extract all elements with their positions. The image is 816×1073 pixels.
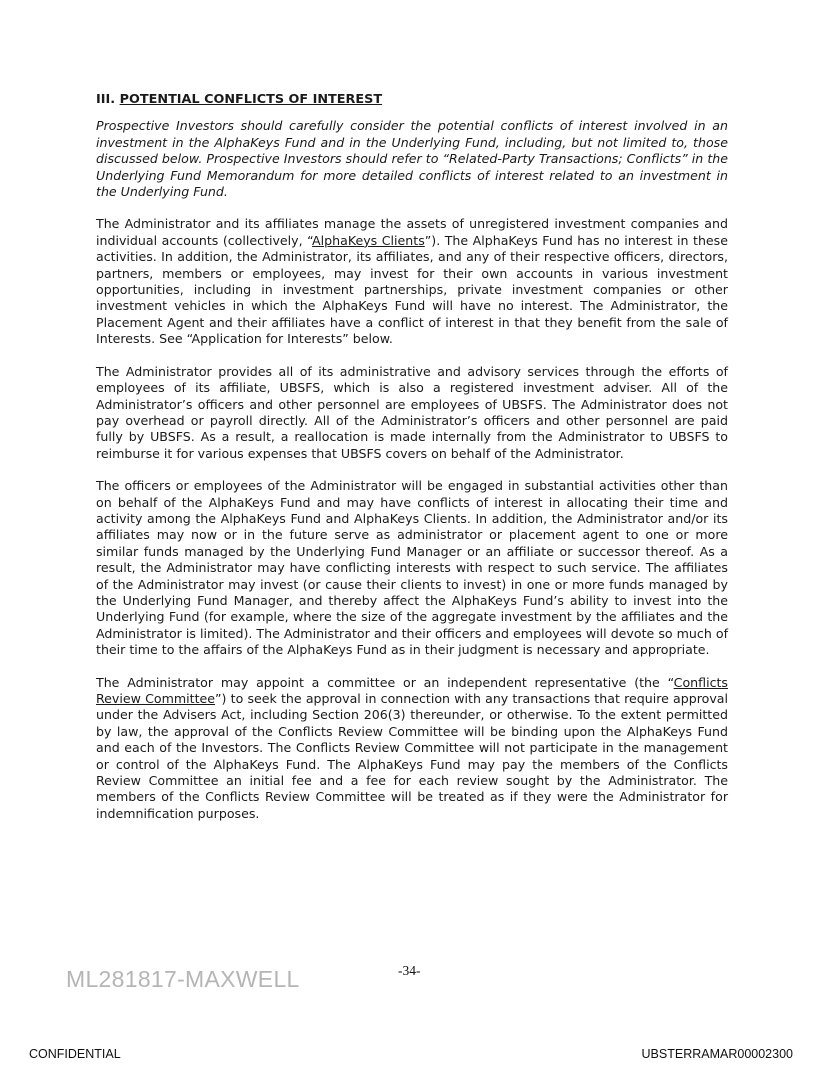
section-title: POTENTIAL CONFLICTS OF INTEREST	[119, 92, 383, 107]
section-heading	[96, 92, 728, 108]
paragraph-services: The Administrator provides all of its administrative and advisory services through the efforts of employees of its affiliate, UBSFS, which is also a registered investment adviser. All of the Administrator’s officers and other personnel are employees of UBSFS. The Administrator does not pay overhead or payroll directly. All of the Administrator’s officers and other personnel are paid fully by UBSFS. As a result, a reallocation is made internally from the Administrator to UBSFS to reimburse it for various expenses that UBSFS covers on behalf of the Administrator.	[96, 363, 728, 461]
intro-paragraph: Prospective Investors should carefully consider the potential conflicts of interest involved in an investment in the AlphaKeys Fund and in the Underlying Fund, including, but not limited to, those discussed below. Prospective Investors should refer to “Related-Party Transactions; Conflicts” in the Underlying Fund Memorandum for more detailed conflicts of interest related to an investment in the Underlying Fund.	[96, 118, 728, 200]
paragraph-officers: The officers or employees of the Administrator will be engaged in substantial activities other than on behalf of the AlphaKeys Fund and may have conflicts of interest in allocating their time and activity among the AlphaKeys Fund and AlphaKeys Clients. In addition, the Administrator and/or its affiliates may now or in the future serve as administrator or placement agent to one or more similar funds managed by the Underlying Fund Manager or an affiliate or successor thereof. As a result, the Administrator may have conflicting interests with respect to such service. The affiliates of the Administrator may invest (or cause their clients to invest) in one or more funds managed by the Underlying Fund Manager, and thereby affect the AlphaKeys Fund’s ability to invest into the Underlying Fund (for example, where the size of the aggregate investment by the affiliates and the Administrator is limited). The Administrator and their officers and employees will devote so much of their time to the affairs of the AlphaKeys Fund as in their judgment is necessary and appropriate.	[96, 478, 728, 658]
defined-term-conflicts-review-committee: Conflicts Review Committee	[96, 674, 728, 706]
document-body	[96, 92, 728, 822]
section-number: III.	[96, 92, 116, 107]
paragraph-affiliates	[96, 216, 728, 347]
paragraph-text: ”). The AlphaKeys Fund has no interest in these activities. In addition, the Administrator, its affiliates, and any of their respective officers, directors, partners, members or employees, may invest for their own accounts in various investment opportunities, including in investment partnerships, private investment companies or other investment vehicles in which the AlphaKeys Fund will have no interest. The Administrator, the Placement Agent and their affiliates have a conflict of interest in that they benefit from the sale of Interests. See “Application for Interests” below.	[96, 232, 728, 347]
page-number: -34-	[398, 963, 421, 978]
paragraph-text: ”) to seek the approval in connection with any transactions that require approval under the Advisers Act, including Section 206(3) thereunder, or otherwise. To the extent permitted by law, the approval of the Conflicts Review Committee will be binding upon the AlphaKeys Fund and each of the Investors. The Conflicts Review Committee will not participate in the management or control of the AlphaKeys Fund. The AlphaKeys Fund may pay the members of the Conflicts Review Committee an initial fee and a fee for each review sought by the Administrator. The members of the Conflicts Review Committee will be treated as if they were the Administrator for indemnification purposes.	[96, 691, 728, 821]
paragraph-committee	[96, 675, 728, 823]
confidential-label: CONFIDENTIAL	[29, 1047, 121, 1061]
bates-id: UBSTERRAMAR00002300	[641, 1047, 793, 1061]
paragraph-text: The Administrator and its affiliates manage the assets of unregistered investment companies and individual accounts (collectively, “	[96, 216, 728, 248]
defined-term-alphakeys-clients: AlphaKeys Clients	[312, 232, 425, 248]
paragraph-text: The Administrator may appoint a committee or an independent representative (the “	[96, 674, 674, 690]
bates-stamp: ML281817-MAXWELL	[66, 966, 300, 992]
